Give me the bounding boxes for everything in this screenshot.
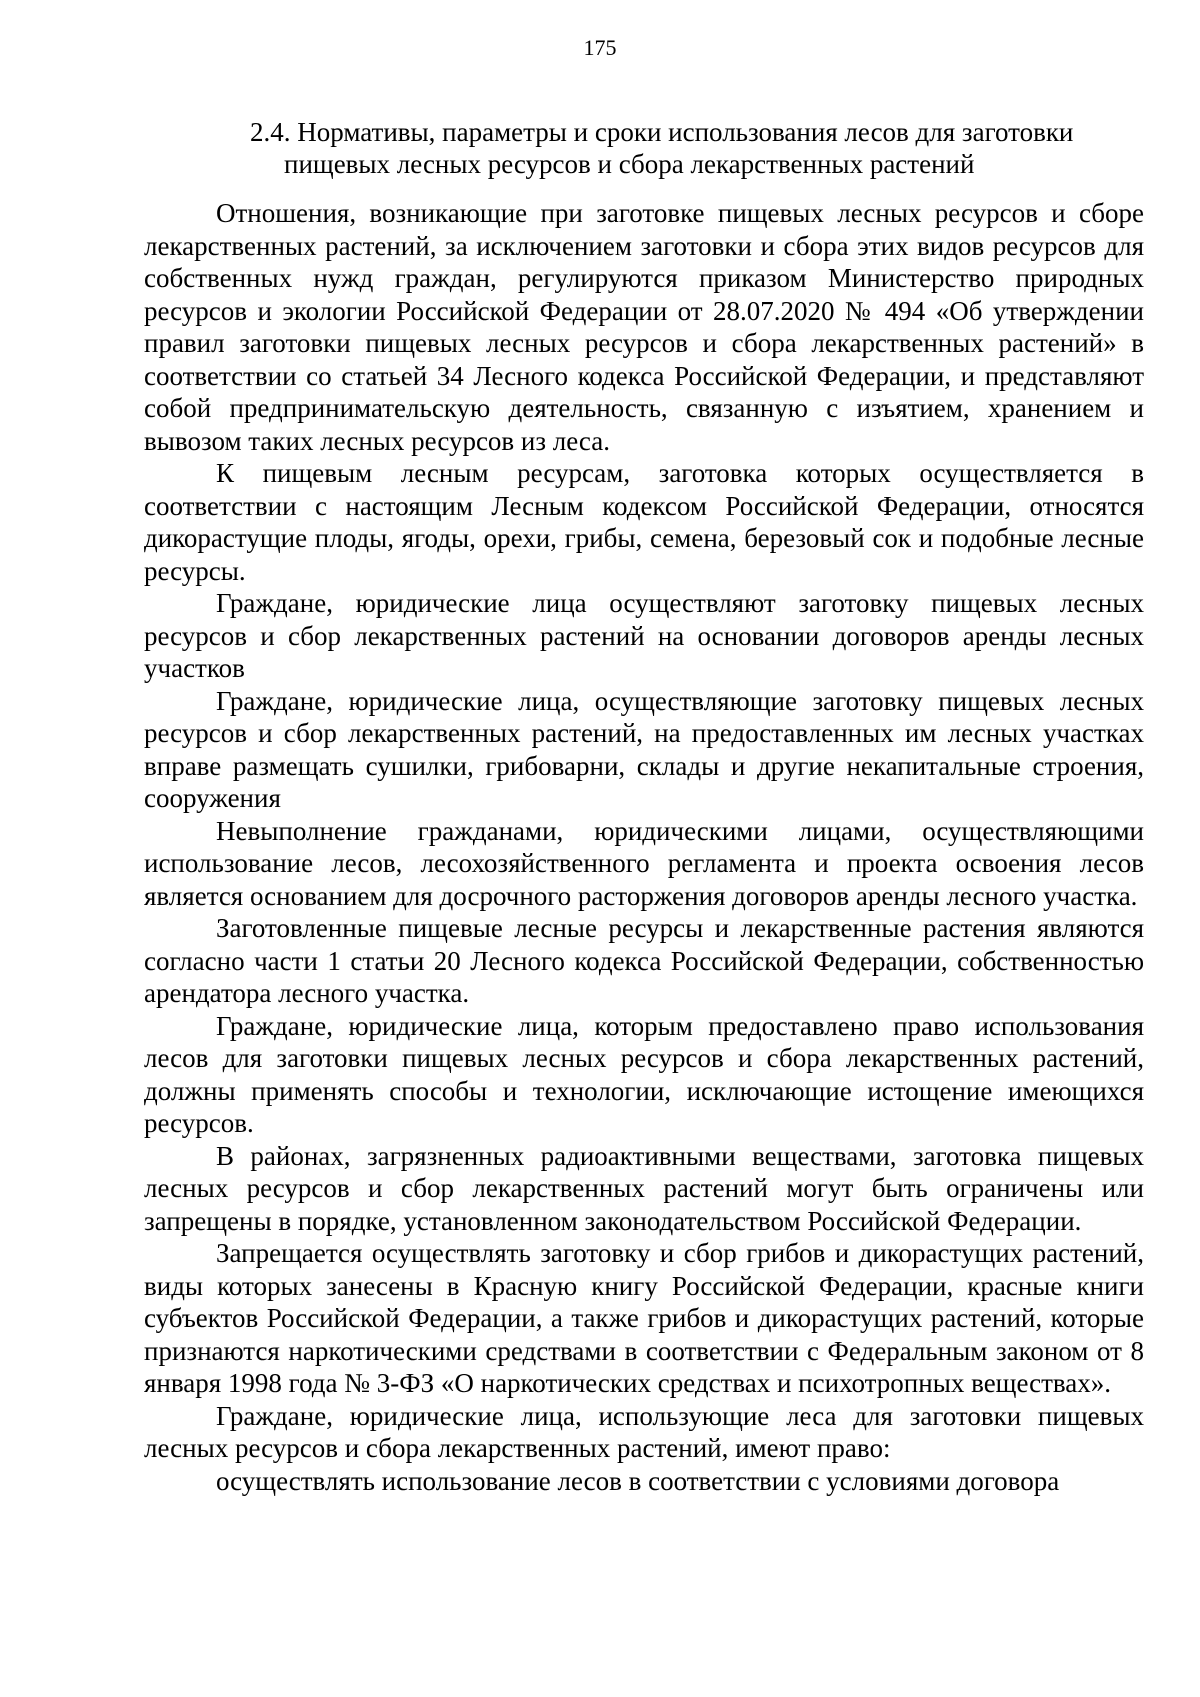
section-heading-line-2: пищевых лесных ресурсов и сбора лекарственных растений: [284, 149, 975, 179]
paragraph: Граждане, юридические лица, которым предоставлено право использования лесов для заготовки пищевых лесных ресурсов и сбора лекарственных растений, должны применять способы и технологии, исключающие истощение имеющихся ресурсов.: [144, 1010, 1144, 1138]
section-heading-line-1: 2.4. Нормативы, параметры и сроки использования лесов для заготовки: [250, 117, 1074, 147]
paragraph: Заготовленные пищевые лесные ресурсы и лекарственные растения являются согласно части 1 статьи 20 Лесного кодекса Российской Федерации, собственностью арендатора лесного участка.: [144, 913, 1144, 1008]
paragraph: К пищевым лесным ресурсам, заготовка которых осуществляется в соответствии с настоящим Лесным кодексом Российской Федерации, относятся дикорастущие плоды, ягоды, орехи, грибы, семена, березовый сок и подобные лесные ресурсы.: [144, 458, 1144, 586]
paragraph: Невыполнение гражданами, юридическими лицами, осуществляющими использование лесов, лесохозяйственного регламента и проекта освоения лесов является основанием для досрочного расторжения договоров аренды лесного участка.: [144, 815, 1144, 911]
paragraph: Граждане, юридические лица, осуществляющие заготовку пищевых лесных ресурсов и сбор лекарственных растений, на предоставленных им лесных участках вправе размещать сушилки, грибоварни, склады и другие некапитальные строения, сооружения: [144, 685, 1144, 813]
paragraph: Граждане, юридические лица осуществляют заготовку пищевых лесных ресурсов и сбор лекарственных растений на основании договоров аренды лесных участков: [144, 588, 1144, 683]
paragraph: осуществлять использование лесов в соответствии с условиями договора: [216, 1465, 1060, 1496]
paragraph: В районах, загрязненных радиоактивными веществами, заготовка пищевых лесных ресурсов и сбор лекарственных растений могут быть ограничены или запрещены в порядке, установленном законодательством Российской Федерации.: [144, 1140, 1144, 1236]
paragraph: Граждане, юридические лица, использующие леса для заготовки пищевых лесных ресурсов и сбора лекарственных растений, имеют право:: [144, 1400, 1144, 1463]
page-number: 175: [583, 35, 617, 60]
paragraph: Отношения, возникающие при заготовке пищевых лесных ресурсов и сборе лекарственных растений, за исключением заготовки и сбора этих видов ресурсов для собственных нужд граждан, регулируются приказом Министерство природных ресурсов и экологии Российской Федерации от 28.07.2020 № 494 «Об утверждении правил заготовки пищевых лесных ресурсов и сбора лекарственных растений» в соответствии со статьей 34 Лесного кодекса Российской Федерации, и представляют собой предпринимательскую деятельность, связанную с изъятием, хранением и вывозом таких лесных ресурсов из леса.: [144, 198, 1144, 456]
paragraph: Запрещается осуществлять заготовку и сбор грибов и дикорастущих растений, виды которых занесены в Красную книгу Российской Федерации, красные книги субъектов Российской Федерации, а также грибов и дикорастущих растений, которые признаются наркотическими средствами в соответствии с Федеральным законом от 8 января 1998 года № 3-ФЗ «О наркотических средствах и психотропных веществах».: [144, 1238, 1144, 1398]
section-heading: [250, 116, 1150, 180]
body-text: [144, 197, 1144, 1497]
